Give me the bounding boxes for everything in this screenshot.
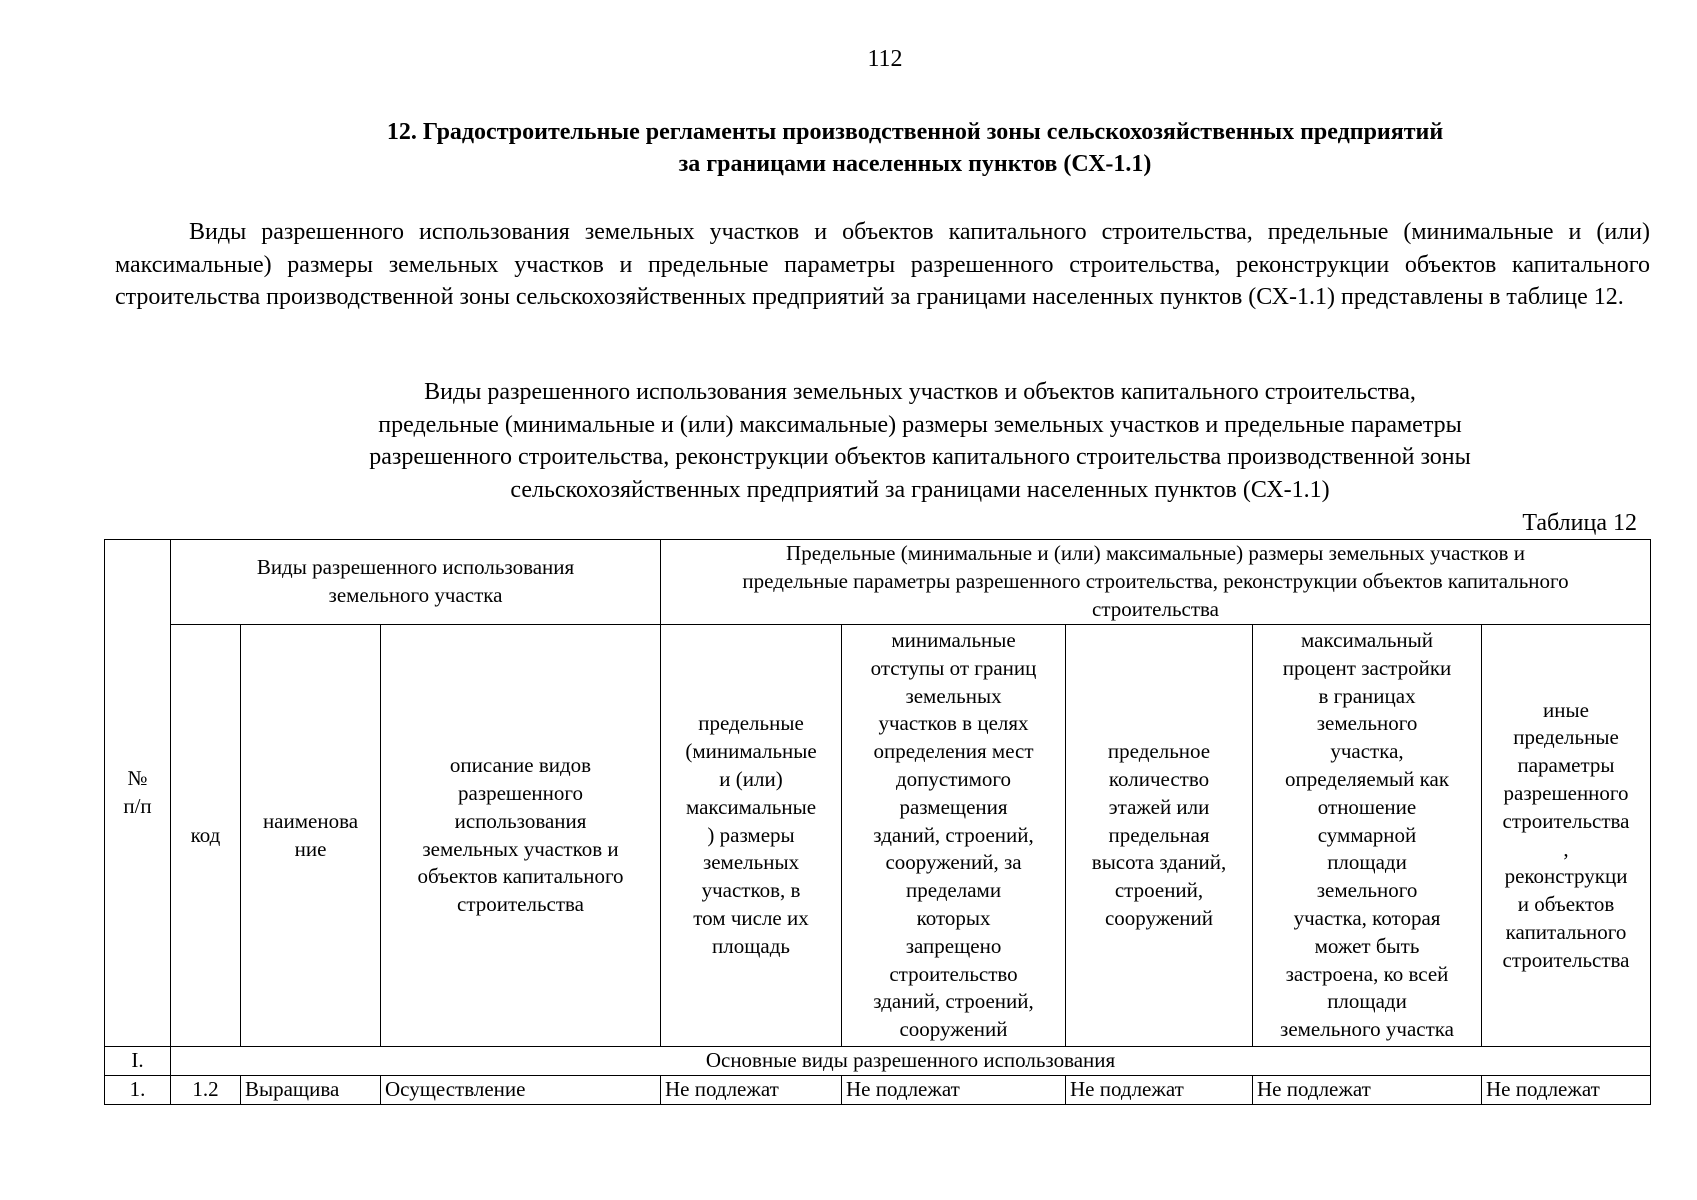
header-line: земельного участка <box>1280 1017 1454 1042</box>
table-caption-line: сельскохозяйственных предприятий за границами населенных пунктов (СХ-1.1) <box>510 476 1330 503</box>
row-code: 1.2 <box>171 1076 241 1105</box>
section-number: I. <box>105 1047 171 1076</box>
header-line: высота зданий, <box>1091 850 1227 875</box>
header-coverage <box>1253 625 1482 1047</box>
header-line: пределами <box>905 878 1002 903</box>
header-line: разрешенного <box>1503 780 1629 805</box>
header-line: земельных <box>905 683 1002 708</box>
header-line: и (или) <box>719 767 783 791</box>
table-caption <box>150 376 1690 506</box>
header-line: , <box>1563 836 1569 861</box>
header-line: ) размеры <box>707 822 795 847</box>
header-line: в границах <box>1318 683 1416 708</box>
header-line: разрешенного <box>458 780 583 805</box>
header-line: процент застройки <box>1282 655 1452 680</box>
intro-paragraph: Виды разрешенного использования земельных участков и объектов капитального строительства, предельные (минимальные и (или) максимальные) размеры земельных участков и предельные параметры разрешенного строительства, реконструкции объектов капитального строительства производственной зоны сельскохозяйственных предприятий за границами населенных пунктов (СХ-1.1) представлены в таблице 12. <box>115 219 1650 310</box>
header-line: предельное <box>1107 739 1211 764</box>
header-line: строений, <box>1114 878 1204 903</box>
section-title <box>0 116 1697 180</box>
header-line: описание видов <box>449 753 592 778</box>
regulations-table <box>104 539 1651 1105</box>
header-line: застроена, ко всей <box>1285 961 1449 986</box>
header-line: минимальные <box>891 628 1016 653</box>
header-number: № п/п <box>105 540 171 1047</box>
header-line: строительства <box>1502 947 1630 972</box>
section-title-cell: Основные виды разрешенного использования <box>171 1047 1651 1076</box>
header-line: площади <box>1327 850 1407 875</box>
section-title-line: за границами населенных пунктов (СХ-1.1) <box>678 151 1152 177</box>
header-group-use: Виды разрешенного использования земельного участка <box>171 540 661 625</box>
header-line: этажей или <box>1108 794 1210 819</box>
header-line: зданий, строений, <box>873 822 1034 847</box>
row-description: Осуществление <box>381 1076 661 1105</box>
header-line: суммарной <box>1317 822 1417 847</box>
header-line: допустимого <box>895 767 1012 791</box>
header-line: (минимальные <box>685 739 817 764</box>
header-line: максимальный <box>1301 628 1434 653</box>
table-row <box>105 1076 1651 1105</box>
row-plot-size: Не подлежат <box>661 1076 842 1105</box>
header-name: наименова ние <box>241 625 381 1047</box>
header-line: предельные <box>698 711 804 736</box>
header-line: определяемый как <box>1284 767 1450 791</box>
header-line: площади <box>1327 989 1407 1014</box>
header-line: количество <box>1108 767 1210 791</box>
header-line: объектов капитального <box>417 864 624 889</box>
header-line: иные <box>1543 697 1589 722</box>
header-line: размещения <box>899 794 1008 819</box>
row-name: Выращива <box>241 1076 381 1105</box>
page-number: 112 <box>867 46 903 72</box>
header-line: участка, которая <box>1293 905 1441 930</box>
header-other <box>1482 625 1651 1047</box>
header-line: максимальные <box>685 794 817 819</box>
row-coverage: Не подлежат <box>1253 1076 1482 1105</box>
header-line: строительство <box>889 961 1018 986</box>
section-title-line: 12. Градостроительные регламенты производственной зоны сельскохозяйственных предприятий <box>386 119 1444 145</box>
header-line: использования <box>454 808 587 833</box>
header-line: земельных <box>702 850 800 875</box>
header-plot-size <box>661 625 842 1047</box>
header-line: запрещено <box>905 933 1002 958</box>
header-line: земельных участков и <box>422 836 619 861</box>
row-other: Не подлежат <box>1482 1076 1651 1105</box>
header-line: реконструкци <box>1504 864 1628 889</box>
header-line: и объектов <box>1517 892 1615 917</box>
table-caption-line: Виды разрешенного использования земельных участков и объектов капитального строительства, <box>424 379 1416 405</box>
table-caption-line: предельные (минимальные и (или) максимальные) размеры земельных участков и предельные параметры <box>378 411 1462 438</box>
header-line: строительства <box>1502 808 1630 833</box>
row-floors: Не подлежат <box>1066 1076 1253 1105</box>
header-line: капитального <box>1505 919 1627 944</box>
header-line: может быть <box>1314 933 1420 958</box>
header-group-limits: Предельные (минимальные и (или) максимальные) размеры земельных участков и предельные параметры разрешенного строительства, реконструкции объектов капитального строительства <box>661 540 1651 625</box>
row-setbacks: Не подлежат <box>842 1076 1066 1105</box>
header-line: строительства <box>457 892 585 917</box>
header-line: определения мест <box>873 739 1034 764</box>
header-line: сооружений <box>1104 905 1214 930</box>
header-line: земельного <box>1316 878 1418 903</box>
header-line: том числе их <box>693 905 809 930</box>
header-line: площадь <box>712 933 790 958</box>
table-label: Таблица 12 <box>1522 510 1637 536</box>
header-setbacks <box>842 625 1066 1047</box>
table-caption-line: разрешенного строительства, реконструкции объектов капитального строительства производственной зоны <box>369 444 1471 470</box>
header-line: зданий, строений, <box>873 989 1034 1014</box>
header-line: параметры <box>1517 753 1615 778</box>
header-code: код <box>171 625 241 1047</box>
header-line: земельного <box>1316 711 1418 736</box>
header-line: отступы от границ <box>870 655 1037 680</box>
header-line: которых <box>916 905 991 930</box>
row-number: 1. <box>105 1076 171 1105</box>
header-line: предельные <box>1513 725 1619 750</box>
header-line: сооружений, за <box>885 850 1022 875</box>
header-line: участков, в <box>701 878 801 903</box>
header-description <box>381 625 661 1047</box>
header-line: сооружений <box>899 1017 1008 1042</box>
header-line: участка, <box>1330 739 1404 764</box>
header-floors <box>1066 625 1253 1047</box>
header-line: предельная <box>1108 822 1210 847</box>
header-line: участков в целях <box>878 711 1029 736</box>
header-line: отношение <box>1317 794 1417 819</box>
